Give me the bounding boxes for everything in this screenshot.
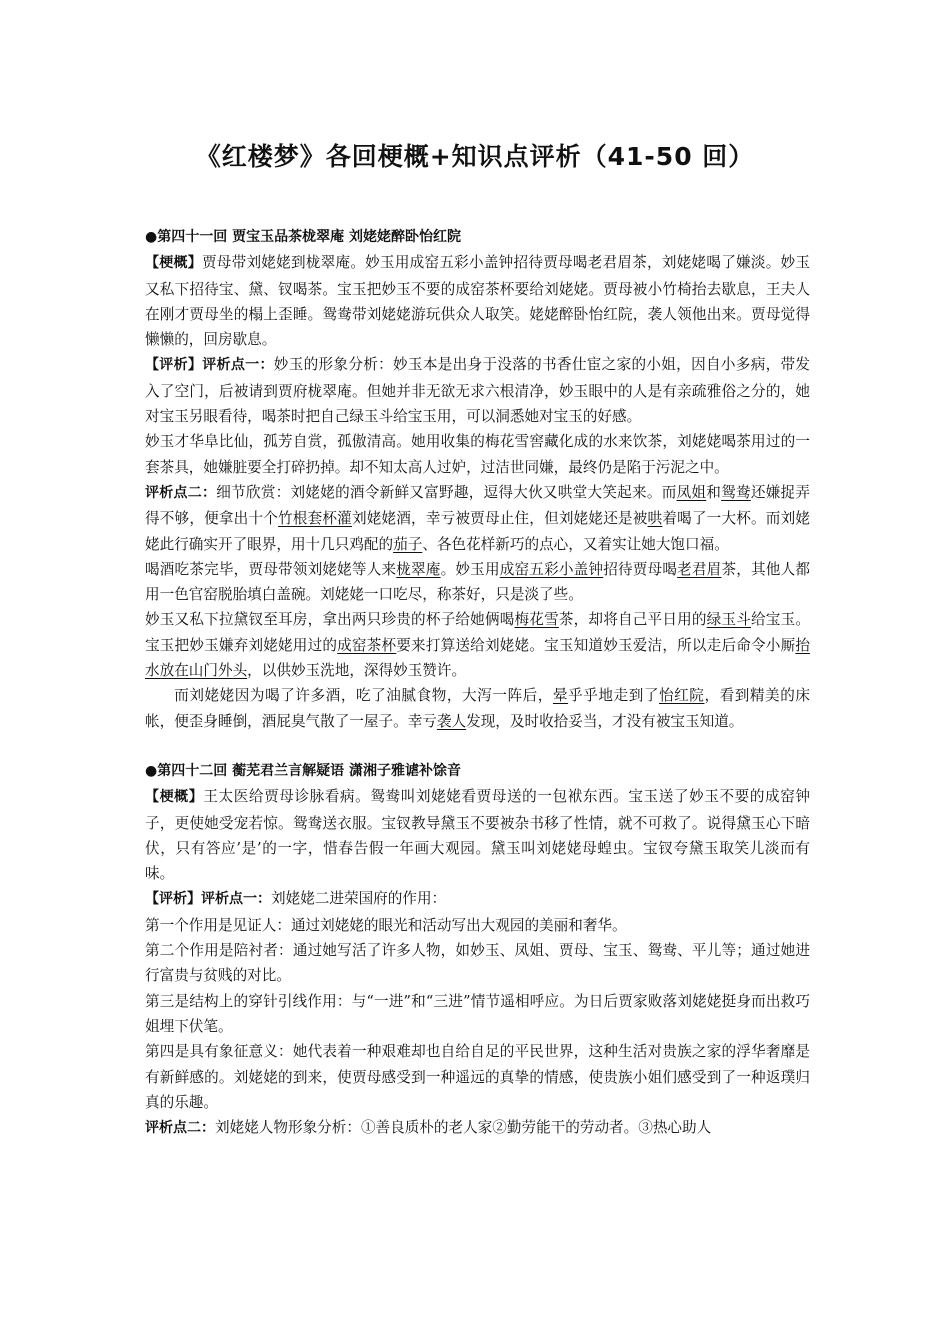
chapter-42-role-1: 第一个作用是见证人：通过刘姥姥的眼光和活动写出大观园的美丽和奢华。 bbox=[145, 916, 627, 934]
chapter-41-paragraph-tea bbox=[145, 557, 810, 608]
underlined-term: 袭人 bbox=[436, 712, 467, 730]
underlined-term: 哄 bbox=[647, 510, 663, 528]
chapter-41-analysis-1-cont: 妙玉才华阜比仙，孤芳自赏，孤傲清高。她用收集的梅花雪窖藏化成的水来饮茶，刘姥姥喝茶用过的一套茶具，她嫌脏要全打碎扔掉。却不知太高人过妒，过洁世同嫌，最终仍是陷于污泥之中。 bbox=[145, 433, 810, 476]
summary-text: 王太医给贾母诊脉看病。鸳鸯叫刘姥姥看贾母送的一包袱东西。宝玉送了妙玉不要的成窑钟子，更使她受宠若惊。鸳鸯送衣服。宝钗教导黛玉不要被杂书移了性情，就不可救了。说得黛玉心下暗伏，只有答应’是’的一字，惜春告假一年画大观园。黛玉叫刘姥姥母蝗虫。宝钗夸黛玉取笑儿淡而有味。 bbox=[145, 788, 811, 883]
underlined-term: 竹根套杯灌 bbox=[278, 510, 352, 528]
analysis-label: 【评析】评析点一： bbox=[145, 357, 274, 374]
analysis-label: 评析点二： bbox=[145, 484, 217, 501]
text-run: 给宝玉。宝玉把妙玉嫌弃刘姥姥用过的 bbox=[145, 611, 810, 654]
chapter-42-summary bbox=[145, 784, 810, 886]
chapter-42-role-3: 第三是结构上的穿针引线作用：与“一进”和“三进”情节遥相呼应。为日后贾家败落刘姥姥挺身而出救巧姐埋下伏笔。 bbox=[145, 992, 810, 1035]
chapter-41-analysis-1 bbox=[145, 352, 810, 429]
underlined-term: 茄子 bbox=[393, 535, 423, 553]
chapter-42-heading: ●第四十二回 蘅芜君兰言解疑语 潇湘子雅谑补馀音 bbox=[145, 762, 461, 779]
analysis-label: 评析点二： bbox=[145, 1120, 215, 1137]
underlined-term: 晕 bbox=[552, 687, 569, 705]
text-run: 茶，却将自己平日用的 bbox=[558, 611, 707, 629]
text-run: 要来打算送给刘姥姥。宝玉知道妙玉爱洁，所以走后命令小厮 bbox=[396, 636, 796, 654]
underlined-term: 成窑五彩小盖钟 bbox=[499, 560, 604, 578]
analysis-text: 刘姥姥人物形象分析：①善良质朴的老人家②勤劳能干的劳动者。③热心助人 bbox=[215, 1119, 712, 1137]
chapter-42-analysis-2 bbox=[145, 1115, 810, 1141]
text-run: 、各色花样新巧的点心，又着实让她大饱口福。 bbox=[422, 535, 729, 553]
underlined-term: 绿玉斗 bbox=[706, 611, 752, 629]
text-run: 还嫌捉弄得不够，便拿出十个 bbox=[145, 483, 810, 528]
text-run: ，以供妙玉洗地，深得妙玉赞许。 bbox=[247, 662, 467, 680]
chapter-41-summary bbox=[145, 250, 810, 352]
chapter-42-role-2: 第二个作用是陪衬者：通过她写活了许多人物，如妙玉、凤姐、贾母、宝玉、鸳鸯、平儿等；通过她进行富贵与贫贱的对比。 bbox=[145, 942, 810, 985]
summary-text: 贾母带刘姥姥到栊翠庵。妙玉用成窑五彩小盖钟招待贾母喝老君眉茶，刘姥姥喝了嫌淡。妙玉又私下招待宝、黛、钗喝茶。宝玉把妙玉不要的成窑茶杯要给刘姥姥。贾母被小竹椅抬去歇息，王夫人在刚才贾母坐的榻上歪睡。鸳鸯带刘姥姥游玩供众人取笑。姥姥醉卧怡红院，袭人领他出来。贾母觉得懒懒的，回房歇息。 bbox=[145, 254, 810, 349]
page-title: 《红楼梦》各回梗概+知识点评析（41-50 回） bbox=[195, 142, 755, 171]
underlined-term: 抬水放在山门外头 bbox=[145, 636, 810, 680]
analysis-text: 刘姥姥二进荣国府的作用： bbox=[271, 890, 447, 908]
chapter-41-paragraph-liulaolao bbox=[145, 683, 810, 734]
chapter-42-role-4: 第四是具有象征意义：她代表着一种艰难却也自给自足的平民世界，这种生活对贵族之家的浮华奢靡是有新鲜感的。刘姥姥的到来，使贾母感受到一种遥远的真挚的情感，使贵族小姐们感受到了一种返璞归真的乐趣。 bbox=[145, 1043, 810, 1111]
underlined-term: 凤姐 bbox=[676, 483, 707, 501]
underlined-term: 栊翠庵 bbox=[396, 560, 441, 578]
underlined-term: 成窑茶杯 bbox=[337, 636, 397, 654]
text-run: 着喝了一大杯。而刘姥姥此行确实开了眼界，用十几只鸡配的 bbox=[145, 510, 810, 553]
text-run: ，看到精美的床帐，便歪身睡倒，酒屁臭气散了一屋子。幸亏 bbox=[145, 687, 810, 730]
summary-label: 【梗概】 bbox=[145, 789, 204, 806]
analysis-label: 【评析】评析点一： bbox=[145, 891, 271, 908]
underlined-term: 梅花雪 bbox=[514, 611, 559, 629]
text-run: 妙玉又私下拉黛钗至耳房，拿出两只珍贵的杯子给她俩喝 bbox=[145, 611, 515, 629]
text-run: 喝酒吃茶完毕，贾母带领刘姥姥等人来 bbox=[145, 560, 397, 578]
chapter-41-paragraph-miaoyu bbox=[145, 607, 810, 683]
text-run: 乎乎地走到了 bbox=[568, 687, 659, 705]
text-run: 而刘姥姥因为喝了许多酒，吃了油腻食物，大泻一阵后， bbox=[174, 687, 553, 705]
analysis-text: 妙玉的形象分析：妙玉本是出身于没落的书香仕宦之家的小姐，因自小多病，带发入了空门，后被请到贾府栊翠庵。但她并非无欲无求六根清净，妙玉眼中的人是有亲疏雅俗之分的，她对宝玉另眼看待，喝茶时把自己绿玉斗给宝玉用，可以洞悉她对宝玉的好感。 bbox=[145, 356, 811, 426]
text-run: 招待贾母喝 bbox=[603, 560, 678, 578]
text-run: 发现，及时收拾妥当，才没有被宝玉知道。 bbox=[466, 712, 744, 730]
document-body bbox=[145, 225, 810, 1141]
chapter-42-analysis-1 bbox=[145, 886, 810, 912]
text-run: 和 bbox=[706, 483, 722, 501]
underlined-term: 老君眉 bbox=[677, 560, 722, 578]
underlined-term: 怡红院 bbox=[659, 687, 705, 705]
text-run: 刘姥姥酒，幸亏被贾母止住，但刘姥姥还是被 bbox=[351, 510, 648, 528]
text-run: 茶，其他人都用一色官窑脱胎填白盖碗。刘姥姥一口吃尽，称茶好，只是淡了些。 bbox=[145, 560, 810, 604]
text-run: 。妙玉用 bbox=[440, 560, 500, 578]
summary-label: 【梗概】 bbox=[145, 255, 202, 272]
underlined-term: 鸳鸯 bbox=[721, 483, 751, 501]
text-run: 细节欣赏：刘姥姥的酒令新鲜又富野趣，逗得大伙又哄堂大笑起来。而 bbox=[216, 483, 677, 501]
chapter-41-analysis-2 bbox=[145, 480, 810, 557]
chapter-41-heading: ●第四十一回 贾宝玉品茶栊翠庵 刘姥姥醉卧怡红院 bbox=[145, 229, 461, 245]
section-gap bbox=[145, 734, 810, 759]
